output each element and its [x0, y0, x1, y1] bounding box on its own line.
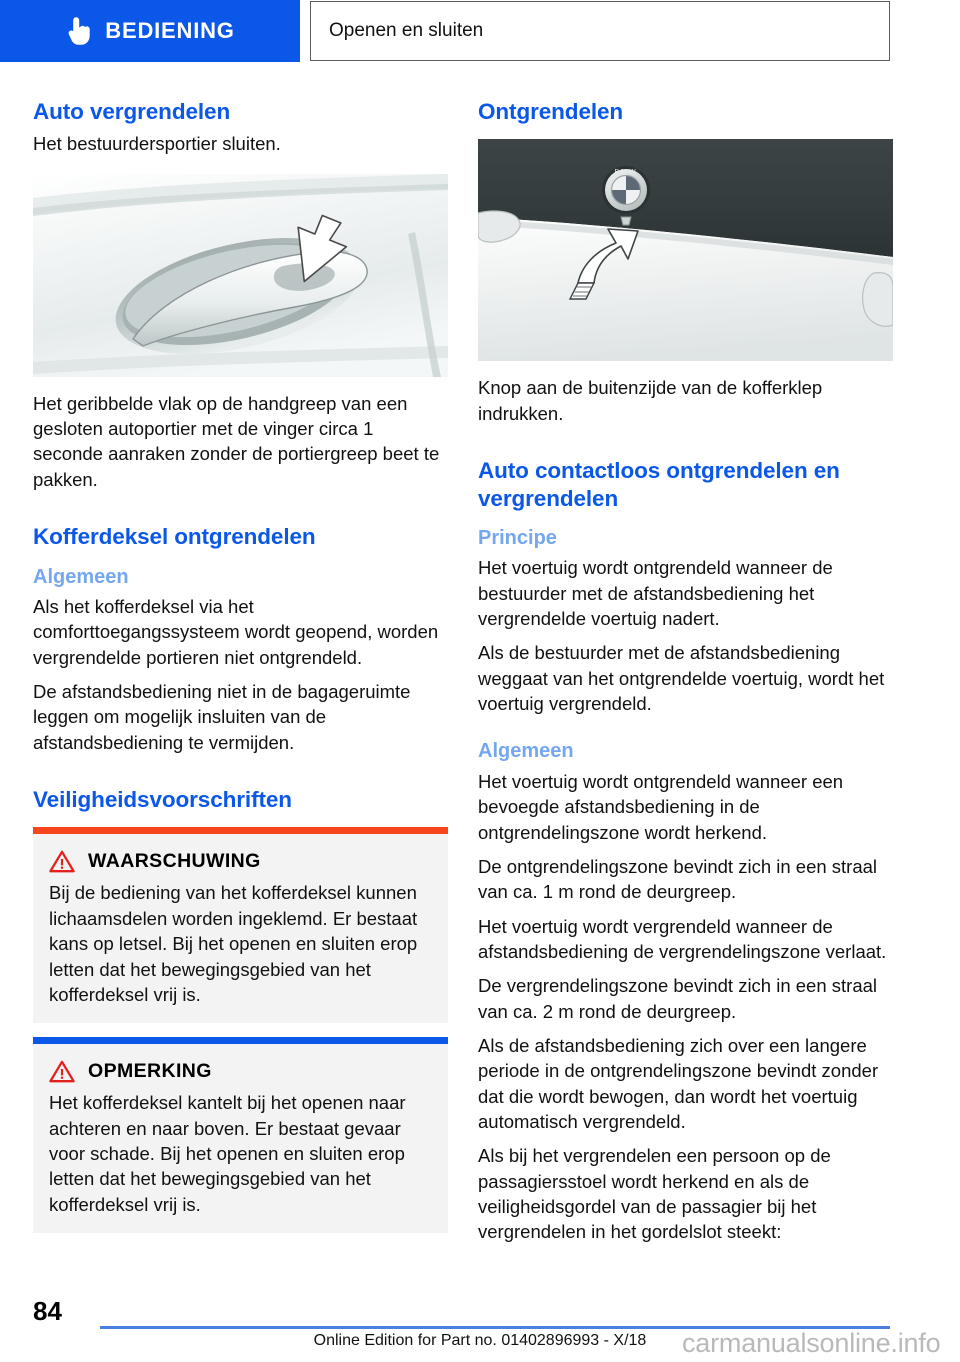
warning-triangle-icon	[49, 850, 75, 873]
paragraph-right-algemeen-1: Het voertuig wordt ontgrendeld wanneer een bevoegde afstandsbediening in de ontgrendelingszone wordt herkend.	[478, 770, 844, 843]
paragraph-right-algemeen-2: De ontgrendelingszone bevindt zich in een straal van ca. 1 m rond de deurgreep.	[478, 855, 878, 903]
edition-text: Online Edition for Part no. 01402896993 - X/18	[313, 1332, 647, 1349]
note-box	[33, 1037, 448, 1233]
paragraph-right-algemeen-6: Als bij het vergrendelen een persoon op de passagiersstoel wordt herkend en als de veiligheidsgordel van de passagier bij het vergrendelen in het gordelslot steekt:	[478, 1145, 831, 1243]
page-footer	[0, 1290, 960, 1362]
paragraph-knop: Knop aan de buitenzijde van de kofferklep indrukken.	[478, 377, 823, 424]
chapter-tab-label: BEDIENING	[105, 18, 235, 43]
right-column	[478, 98, 893, 1254]
heading-auto-vergrendelen: Auto vergrendelen	[33, 99, 231, 124]
note-box-title: OPMERKING	[88, 1060, 212, 1083]
paragraph-principe-2: Als de bestuurder met de afstandsbediening weggaat van het ontgrendelde voertuig, wordt het voertuig vergrendeld.	[478, 642, 885, 715]
note-box-header	[49, 1060, 432, 1083]
heading-algemeen-left: Algemeen	[33, 565, 129, 588]
page-number: 84	[33, 1296, 62, 1326]
note-box-body: Het kofferdeksel kantelt bij het openen naar achteren en naar boven. Er bestaat gevaar voor schade. Bij het openen en sluiten erop letten dat het bewegingsgebied van het kofferdeksel vrij is.	[49, 1092, 406, 1215]
warning-triangle-icon	[49, 1060, 75, 1083]
warning-box-body: Bij de bediening van het kofferdeksel kunnen lichaamsdelen worden ingeklemd. Er bestaat kans op letsel. Bij het openen en sluiten erop letten dat het bewegingsgebied van het kofferdeksel vrij is.	[49, 882, 418, 1005]
paragraph-after-door-figure: Het geribbelde vlak op de handgreep van een gesloten autoportier met de vinger circa 1 seconde aanraken zonder de portiergreep beet te pakken.	[33, 392, 440, 490]
breadcrumb-label: Openen en sluiten	[329, 20, 484, 41]
warning-box-title: WAARSCHUWING	[88, 850, 261, 873]
heading-ontgrendelen: Ontgrendelen	[478, 99, 624, 124]
site-watermark: carmanualsonline.info	[682, 1328, 941, 1358]
svg-text:BMW: BMW	[614, 169, 638, 177]
heading-veiligheidsvoorschriften: Veiligheidsvoorschriften	[33, 787, 292, 813]
paragraph-principe-1: Het voertuig wordt ontgrendeld wanneer de bestuurder met de afstandsbediening het vergrendelde voertuig nadert.	[478, 557, 833, 630]
door-handle-photo	[33, 174, 448, 377]
chapter-tab-bediening[interactable]	[0, 0, 300, 62]
paragraph-intro: Het bestuurdersportier sluiten.	[33, 133, 281, 155]
heading-kofferdeksel-ontgrendelen: Kofferdeksel ontgrendelen	[33, 524, 316, 550]
pointing-hand-icon	[65, 16, 91, 46]
trunk-lid-illustration	[478, 139, 893, 361]
paragraph-right-algemeen-3: Het voertuig wordt vergrendeld wanneer de afstandsbediening de vergrendelingszone verlaat.	[478, 915, 887, 962]
breadcrumb[interactable]	[310, 1, 890, 61]
paragraph-algemeen-1: Als het kofferdeksel via het comforttoegangssysteem wordt geopend, worden vergrendelde portieren niet ontgrendeld.	[33, 595, 439, 668]
trunk-lid-photo	[478, 139, 893, 361]
bmw-roundel-icon	[602, 166, 650, 214]
page-header	[0, 0, 960, 68]
paragraph-algemeen-2: De afstandsbediening niet in de bagageruimte leggen om mogelijk insluiten van de afstandsbediening te vermijden.	[33, 681, 411, 753]
heading-algemeen-right: Algemeen	[478, 740, 574, 763]
heading-principe: Principe	[478, 527, 557, 549]
door-handle-illustration	[33, 174, 448, 377]
warning-box	[33, 827, 448, 1023]
heading-auto-contactloos: Auto contactloos ontgrendelen en vergrendelen	[478, 458, 840, 511]
left-column	[33, 98, 448, 1233]
warning-box-header	[49, 850, 432, 873]
paragraph-right-algemeen-5: Als de afstandsbediening zich over een langere periode in de ontgrendelingszone bevindt zonder dat die wordt bewogen, dan wordt het voertuig automatisch vergrendeld.	[478, 1034, 879, 1132]
paragraph-right-algemeen-4: De vergrendelingszone bevindt zich in een straal van ca. 2 m rond de deurgreep.	[478, 975, 878, 1022]
